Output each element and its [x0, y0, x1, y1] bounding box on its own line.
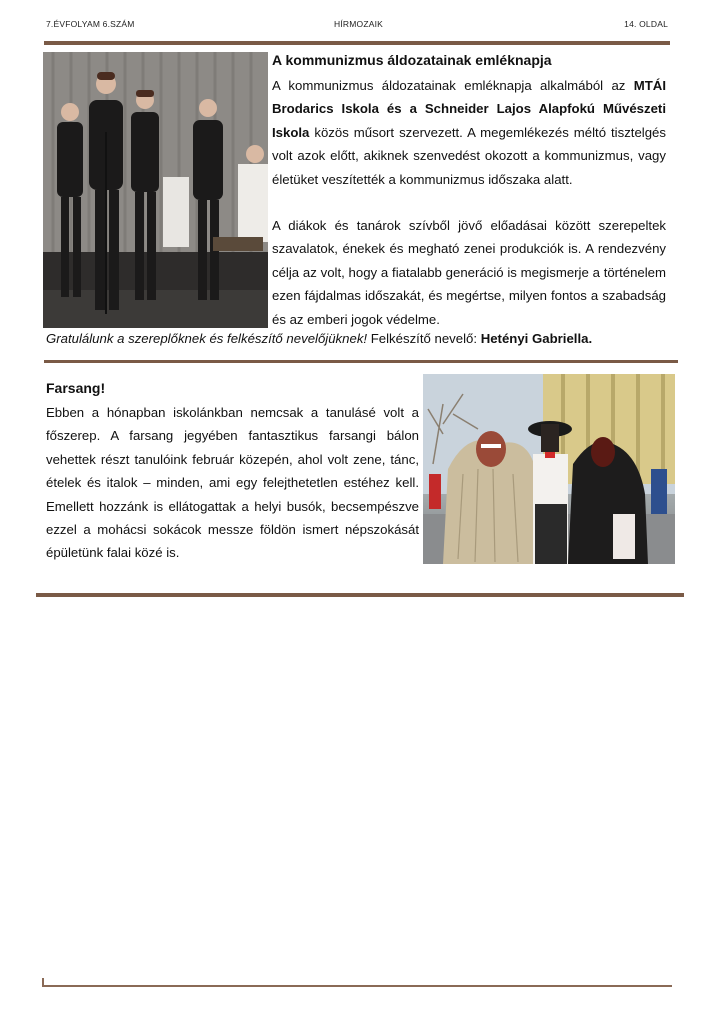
- congratulations-text: Gratulálunk a szereplőknek és felkészítő nevelőjüknek!: [46, 331, 368, 346]
- section-divider: [44, 360, 678, 363]
- article2-body: Ebben a hónapban iskolánkban nemcsak a tanulásé volt a főszerep. A farsang jegyében fantasztikus farsangi bálon vehettek részt tanulóink február közepén, ahol volt zene, tánc, ételek és italok – minden, ami egy felejthetetlen estéhez kell. Emellett hozzánk is ellátogattak a helyi busók, becsempészve ezzel a mohácsi sokácok messze földön ismert népszokását épületünk falai közé is.: [46, 405, 419, 561]
- article1-paragraph-1-rest: közös műsort szervezett. A megemlékezés méltó tisztelgés volt azok előtt, akiknek szenvedést okozott a kommunizmus, vagy életüket veszítették a kommunizmus időszaka alatt.: [272, 124, 666, 187]
- buso-photo: [423, 374, 675, 564]
- article1-credit: [46, 331, 592, 346]
- header-page-number: 14. OLDAL: [624, 19, 668, 29]
- article1-title: A kommunizmus áldozatainak emléknapja: [272, 52, 552, 68]
- article1-schools: MTÁI Brodarics Iskola és a Schneider Lajos Alapfokú Művészeti Iskola: [272, 78, 666, 140]
- header-publication: HÍRMOZAIK: [334, 19, 384, 29]
- footer-line: [42, 985, 672, 987]
- credit-label: Felkészítő nevelő:: [367, 331, 481, 346]
- header-issue: 7.ÉVFOLYAM 6.SZÁM: [46, 19, 135, 29]
- article1-paragraph-2: A diákok és tanárok szívből jövő előadásai között szerepeltek szavalatok, énekek és megható zenei produkciók is. A rendezvény célja az volt, hogy a fiatalabb generáció is megismerje a történelem ezen fájdalmas időszakát, és megértse, milyen fontos a szabadság és az emberi jogok védelme.: [272, 218, 666, 327]
- top-divider: [44, 41, 670, 45]
- article2-title: Farsang!: [46, 380, 106, 396]
- article1-paragraph-1-lead: A kommunizmus áldozatainak emléknapja alkalmából az: [272, 78, 634, 93]
- footer-corner-mark: [42, 978, 44, 987]
- teacher-name: Hetényi Gabriella.: [480, 331, 593, 346]
- article1-paragraph-1: [272, 74, 666, 191]
- choir-photo: [43, 52, 268, 328]
- bottom-divider: [36, 593, 684, 597]
